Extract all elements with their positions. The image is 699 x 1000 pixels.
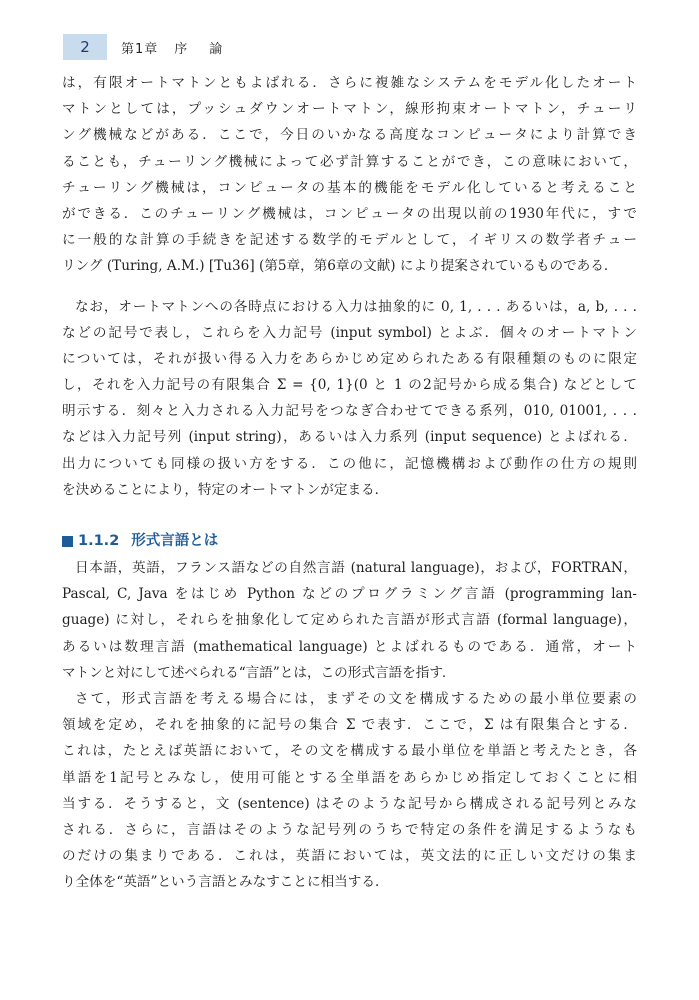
text-line: ができる．このチューリング機械は，コンピュータの出現以前の1930年代に，すで [62,205,637,222]
text-line: などの記号で表し，これらを入力記号 (input symbol) とよぶ．個々のオートマトン [62,324,637,341]
text-line: のだけの集まりである．これは，英語においては，英文法的に正しい文だけの集ま [62,848,637,865]
text-line: 出力についても同様の扱い方をする．この他に，記憶機構および動作の仕方の規則 [62,455,637,472]
text-line: これは，たとえば英語において，その文を構成する最小単位を単語と考えたとき，各 [62,743,637,760]
section-heading [62,527,637,555]
text-line: あるいは数理言語 (mathematical language) とよばれるものである．通常，オート [62,638,637,655]
text-line: 当する．そうすると，文 (sentence) はそのような記号から構成される記号列とみな [62,795,637,812]
text-line: 日本語，英語，フランス語などの自然言語 (natural language)，および，FORTRAN， [75,560,637,576]
text-line: 領域を定め，それを抽象的に記号の集合 Σ で表す．ここで，Σ は有限集合とする． [62,717,637,734]
text-line: ング機械などがある．ここで，今日のいかなる高度なコンピュータにより計算でき [62,127,637,144]
text-line: Pascal, C, Java をはじめ Python などのプログラミング言語 (programming lan- [62,586,637,603]
running-header [63,34,244,60]
text-line: マトンと対にして述べられる“言語”とは，この形式言語を指す． [62,664,456,681]
section-square-icon [62,536,73,547]
chapter-label: 第1章 [121,41,159,57]
text-line: 単語を1記号とみなし，使用可能とする全単語をあらかじめ指定しておくことに相 [62,769,637,786]
page-body [62,70,637,895]
text-line: ることも，チューリング機械によって必ず計算することができ，この意味において， [62,153,637,170]
text-line: チューリング機械は，コンピュータの基本的機能をモデル化していると考えること [62,179,637,196]
text-line: さて，形式言語を考える場合には，まずその文を構成するための最小単位要素の [75,690,637,707]
chapter-title: 序論 [174,41,245,57]
text-line: に一般的な計算の手続きを記述する数学的モデルとして，イギリスの数学者チュー [62,232,637,249]
text-line: なお，オートマトンへの各時点における入力は抽象的に 0, 1, . . . あるいは，a, b, . . . [75,298,637,315]
section-title: 形式言語とは [131,533,219,549]
text-line: などは入力記号列 (input string)，あるいは入力系列 (input sequence) とよばれる． [62,429,637,446]
text-line: については，それが扱い得る入力をあらかじめ定められたある有限種類のものに限定 [62,350,637,367]
text-line: される．さらに，言語はそのような記号列のうちで特定の条件を満足するようなも [62,821,637,838]
text-line: リング (Turing, A.M.) [Tu36] (第5章，第6章の文献) により提案されているものである． [62,258,618,275]
text-line: 明示する．刻々と入力される入力記号をつなぎ合わせてできる系列，010, 01001, . . . [62,403,637,420]
section-number: 1.1.2 [78,533,120,549]
page-number: 2 [63,34,107,60]
text-line: り全体を“英語”という言語とみなすことに相当する． [62,874,389,891]
text-line: マトンとしては，プッシュダウンオートマトン，線形拘束オートマトン，チューリ [62,101,637,118]
text-line: を決めることにより，特定のオートマトンが定まる． [62,481,389,498]
text-line: は，有限オートマトンともよばれる．さらに複雑なシステムをモデル化したオート [62,75,637,91]
text-line: し，それを入力記号の有限集合 Σ = {0, 1}(0 と 1 の2記号から成る集合) などとして [62,377,637,394]
text-line: guage) に対し，それらを抽象化して定められた言語が形式言語 (formal language)， [62,612,637,629]
